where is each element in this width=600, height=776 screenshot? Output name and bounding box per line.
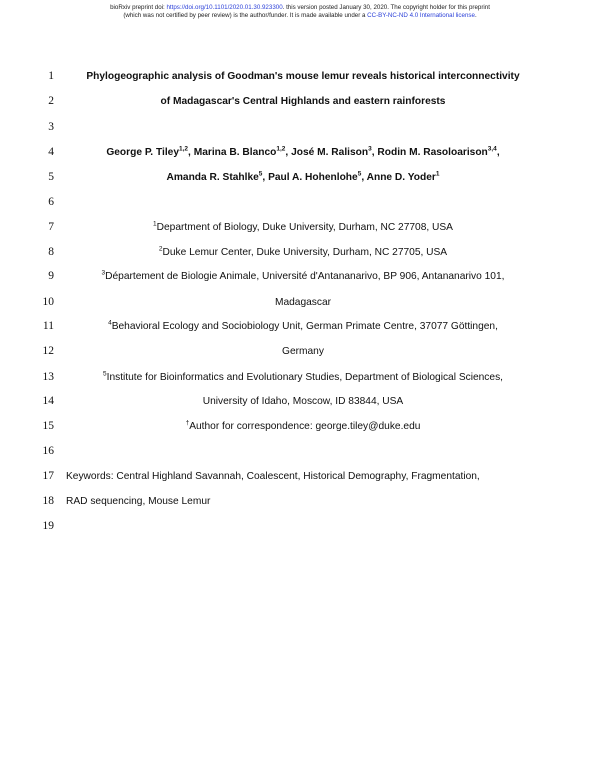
line-number: 6 <box>48 196 54 208</box>
author-line-1: George P. Tiley$^{1,2}$, Marina B. Blanco$^{1,2}$, José M. Ralison$^3$, Rodin M. Rasoloarison$^{3,4}$, <box>106 145 500 158</box>
correspondence: †Author for correspondence: george.tiley@duke.edu <box>185 419 421 432</box>
line-number: 8 <box>48 246 54 258</box>
line-number: 17 <box>42 470 54 482</box>
author-line-2: Amanda R. Stahlke$^5$, Paul A. Hohenlohe$^5$, Anne D. Yoder$^1$ <box>166 170 440 183</box>
author-name: Marina B. Blanco <box>193 147 277 158</box>
author-affil-sup: 1 <box>435 170 440 178</box>
affiliation-1: $^1$Department of Biology, Duke University, Durham, NC 27708, USA <box>153 220 453 233</box>
line-number: 12 <box>42 345 54 357</box>
affiliation-4: $^4$Behavioral Ecology and Sociobiology Unit, German Primate Centre, 37077 Göttingen, <box>108 319 498 332</box>
author-affil-sup: 1,2 <box>179 145 189 153</box>
author-name: José M. Ralison <box>291 147 369 158</box>
author-affil-sup: 5 <box>357 170 362 178</box>
keywords-line-1: Keywords: Central Highland Savannah, Coalescent, Historical Demography, Fragmentation, <box>66 471 480 482</box>
doi-link[interactable]: https://doi.org/10.1101/2020.01.30.923300 <box>166 4 283 11</box>
banner-line-1: bioRxiv preprint doi: https://doi.org/10.1101/2020.01.30.923300. this version posted January 30, 2020. The copyright holder for this preprint <box>110 4 490 11</box>
author-affil-sup: 5 <box>258 170 263 178</box>
line-number: 15 <box>42 420 54 432</box>
affiliation-3-cont: Madagascar <box>274 297 332 308</box>
line-number: 13 <box>42 371 54 383</box>
affiliation-3: $^3$Département de Biologie Animale, Université d'Antananarivo, BP 906, Antananarivo 101, <box>101 269 505 282</box>
line-number: 16 <box>42 445 54 457</box>
affiliation-4-cont: Germany <box>282 346 324 357</box>
affiliation-5-cont: University of Idaho, Moscow, ID 83844, USA <box>202 396 404 407</box>
line-number: 10 <box>42 296 54 308</box>
author-affil-sup: 3,4 <box>487 145 497 153</box>
line-number: 14 <box>42 395 54 407</box>
line-number: 4 <box>48 146 54 158</box>
line-number: 1 <box>48 70 54 82</box>
author-name: Paul A. Hohenlohe <box>268 172 358 183</box>
license-link[interactable]: CC-BY-NC-ND 4.0 International license <box>367 11 475 19</box>
preprint-banner <box>0 4 600 19</box>
banner-line-2: (which was not certified by peer review) is the author/funder. It is made available under a CC-BY-NC-ND 4.0 International license. <box>123 11 477 19</box>
line-number: 9 <box>48 270 54 282</box>
line-number: 2 <box>48 95 54 107</box>
author-affil-sup: 1,2 <box>276 145 286 153</box>
keywords-line-2: RAD sequencing, Mouse Lemur <box>66 496 211 507</box>
line-number: 11 <box>42 320 54 332</box>
line-number: 18 <box>42 495 54 507</box>
line-number: 19 <box>42 520 54 532</box>
line-number: 5 <box>48 171 54 183</box>
author-name: George P. Tiley <box>106 147 179 158</box>
line-number: 7 <box>48 221 54 233</box>
affiliation-5: $^5$Institute for Bioinformatics and Evolutionary Studies, Department of Biological Sciences, <box>102 370 503 383</box>
line-number: 3 <box>48 121 54 133</box>
author-affil-sup: 3 <box>368 145 372 153</box>
title-line-2: of Madagascar's Central Highlands and eastern rainforests <box>160 96 446 107</box>
author-name: Anne D. Yoder <box>366 172 436 183</box>
affiliation-2: $^2$Duke Lemur Center, Duke University, Durham, NC 27705, USA <box>158 245 448 258</box>
author-name: Rodin M. Rasoloarison <box>377 147 488 158</box>
title-line-1: Phylogeographic analysis of Goodman's mouse lemur reveals historical interconnectivity <box>86 71 520 82</box>
author-name: Amanda R. Stahlke <box>166 172 259 183</box>
